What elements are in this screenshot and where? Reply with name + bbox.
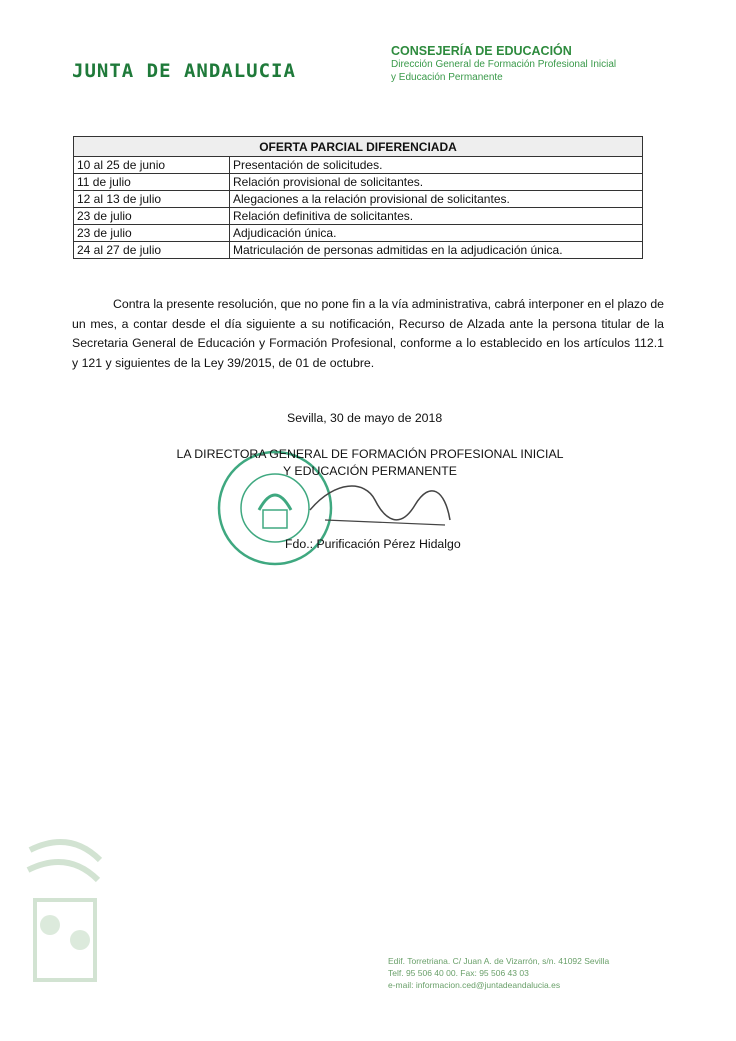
table-row xyxy=(74,191,643,208)
signer-line2: Y EDUCACIÓN PERMANENTE xyxy=(282,464,457,478)
footer-address: Edif. Torretriana. C/ Juan A. de Vizarrón, s/n. 41092 Sevilla xyxy=(388,956,610,966)
handwritten-signature xyxy=(305,470,455,540)
place-date: Sevilla, 30 de mayo de 2018 xyxy=(287,411,443,425)
org-sub-line1: Dirección General de Formación Profesional Inicial xyxy=(391,59,617,70)
table-row xyxy=(74,225,643,242)
row-desc: Presentación de solicitudes. xyxy=(230,157,643,174)
table-row xyxy=(74,157,643,174)
org-logo-text: JUNTA DE ANDALUCIA xyxy=(72,60,296,82)
table-row xyxy=(74,208,643,225)
org-header xyxy=(391,44,616,84)
row-date: 23 de julio xyxy=(74,208,230,225)
row-date: 10 al 25 de junio xyxy=(74,157,230,174)
footer-email: e-mail: informacion.ced@juntadeandalucia.es xyxy=(388,980,561,990)
row-date: 24 al 27 de julio xyxy=(74,242,230,259)
signer-line1: LA DIRECTORA GENERAL DE FORMACIÓN PROFESIONAL INICIAL xyxy=(176,447,564,461)
row-desc: Alegaciones a la relación provisional de solicitantes. xyxy=(230,191,643,208)
table-row xyxy=(74,174,643,191)
schedule-table xyxy=(73,136,643,259)
table-title: OFERTA PARCIAL DIFERENCIADA xyxy=(74,137,643,157)
signer-title xyxy=(170,446,570,480)
footer-contact xyxy=(388,955,609,991)
body-paragraph: Contra la presente resolución, que no pone fin a la vía administrativa, cabrá interponer en el plazo de un mes, a contar desde el día siguiente a su notificación, Recurso de Alzada ante la persona titular de la Secretaria General de Educación y Formación Profesional, conforme a lo establecido en los artículos 112.1 y 121 y siguientes de la Ley 39/2015, de 01 de octubre. xyxy=(72,297,664,370)
row-desc: Relación definitiva de solicitantes. xyxy=(230,208,643,225)
row-date: 23 de julio xyxy=(74,225,230,242)
row-date: 12 al 13 de julio xyxy=(74,191,230,208)
row-desc: Relación provisional de solicitantes. xyxy=(230,174,643,191)
table-row xyxy=(74,242,643,259)
row-desc: Matriculación de personas admitidas en la adjudicación única. xyxy=(230,242,643,259)
andalucia-watermark-icon xyxy=(20,830,110,990)
row-desc: Adjudicación única. xyxy=(230,225,643,242)
org-sub-line2: y Educación Permanente xyxy=(391,72,503,83)
signature-name: Fdo.: Purificación Pérez Hidalgo xyxy=(285,537,461,551)
footer-phone: Telf. 95 506 40 00. Fax: 95 506 43 03 xyxy=(388,968,529,978)
row-date: 11 de julio xyxy=(74,174,230,191)
org-name: CONSEJERÍA DE EDUCACIÓN xyxy=(391,44,572,58)
